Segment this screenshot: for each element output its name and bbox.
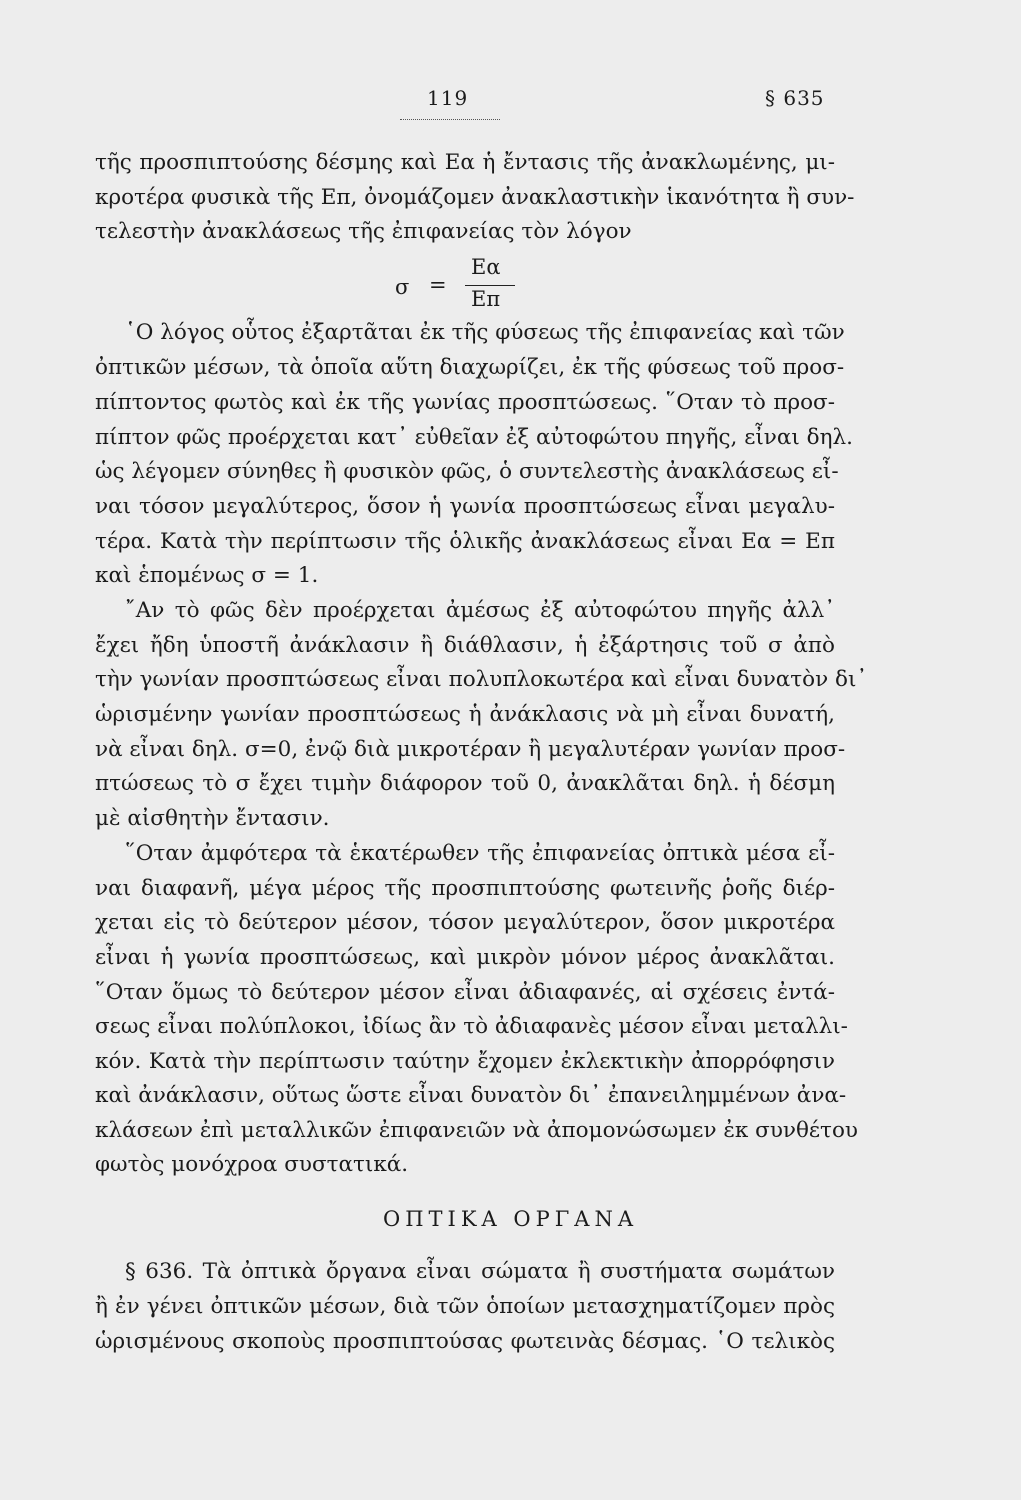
text-line: ῎Αν τὸ φῶς δὲν προέρχεται ἀμέσως ἐξ αὐτοφώτου πηγῆς ἀλλ᾽ [125,598,835,623]
text-line: ἔχει ἤδη ὑποστῆ ἀνάκλασιν ἢ διάθλασιν, ἡ ἐξάρτησις τοῦ σ ἀπὸ [95,633,835,658]
page-number-underline [400,119,500,120]
text-line: φωτὸς μονόχροα συστατικά. [95,1152,409,1177]
text-line: ἢ ἐν γένει ὀπτικῶν μέσων, διὰ τῶν ὁποίων μετασχηματίζομεν πρὸς [95,1294,835,1319]
text-line: ὡρισμένους σκοποὺς προσπιπτούσας φωτεινὰς δέσμας. ῾Ο τελικὸς [95,1329,835,1354]
formula-denominator: Eπ [471,287,501,311]
text-line: κόν. Κατὰ τὴν περίπτωσιν ταύτην ἔχομεν ἐκλεκτικὴν ἀπορρόφησιν [95,1049,835,1074]
text-line: μὲ αἰσθητὴν ἔντασιν. [95,806,330,831]
text-line: ὀπτικῶν μέσων, τὰ ὁποῖα αὕτη διαχωρίζει, ἐκ τῆς φύσεως τοῦ προσ- [95,355,845,380]
text-line: § 636. Τὰ ὀπτικὰ ὄργανα εἶναι σώματα ἢ συστήματα σωμάτων [125,1259,835,1284]
formula-lhs: σ [395,275,410,299]
text-line: τέρα. Κατὰ τὴν περίπτωσιν τῆς ὁλικῆς ἀνακλάσεως εἶναι Eα = Eπ [95,529,835,554]
text-line: καὶ ἀνάκλασιν, οὕτως ὥστε εἶναι δυνατὸν δι᾽ ἐπανειλημμένων ἀνα- [95,1083,847,1108]
text-line: τὴν γωνίαν προσπτώσεως εἶναι πολυπλοκωτέρα καὶ εἶναι δυνατὸν δι᾽ [95,667,868,692]
page-header [0,86,1021,126]
text-line: ῞Οταν ἀμφότερα τὰ ἑκατέρωθεν τῆς ἐπιφανείας ὀπτικὰ μέσα εἶ- [125,841,835,866]
text-line: καὶ ἑπομένως σ = 1. [95,563,319,588]
text-line: νὰ εἶναι δηλ. σ=0, ἐνῷ διὰ μικροτέραν ἢ μεγαλυτέραν γωνίαν προσ- [95,737,846,762]
text-line: ναι διαφανῆ, μέγα μέρος τῆς προσπιπτούσης φωτεινῆς ῥοῆς διέρ- [95,876,835,901]
text-line: κλάσεων ἐπὶ μεταλλικῶν ἐπιφανειῶν νὰ ἀπομονώσωμεν ἐκ συνθέτου [95,1118,858,1143]
text-line: ναι τόσον μεγαλύτερος, ὅσον ἡ γωνία προσπτώσεως εἶναι μεγαλυ- [95,494,835,519]
text-line: σεως εἶναι πολύπλοκοι, ἰδίως ἂν τὸ ἀδιαφανὲς μέσον εἶναι μεταλλι- [95,1014,848,1039]
text-line: πίπτοντος φωτὸς καὶ ἐκ τῆς γωνίας προσπτώσεως. ῞Οταν τὸ προσ- [95,390,835,415]
reflectance-formula [395,255,535,315]
page-number: 119 [427,86,469,110]
text-line: τελεστὴν ἀνακλάσεως τῆς ἐπιφανείας τὸν λόγον [95,219,632,244]
text-line: ῾Ο λόγος οὗτος ἐξαρτᾶται ἐκ τῆς φύσεως τῆς ἐπιφανείας καὶ τῶν [125,320,845,345]
fraction-bar [465,285,515,286]
text-line: τῆς προσπιπτούσης δέσμης καὶ Eα ἡ ἔντασις τῆς ἀνακλωμένης, μι- [95,150,835,175]
text-line: πίπτον φῶς προέρχεται κατ᾽ εὐθεῖαν ἐξ αὐτοφώτου πηγῆς, εἶναι δηλ. [95,425,853,450]
section-heading: ΟΠΤΙΚΑ ΟΡΓΑΝΑ [383,1207,638,1231]
text-line: χεται εἰς τὸ δεύτερον μέσον, τόσον μεγαλύτερον, ὅσον μικροτέρα [95,910,835,935]
text-line: κροτέρα φυσικὰ τῆς Eπ, ὀνομάζομεν ἀνακλαστικὴν ἱκανότητα ἢ συν- [95,185,855,210]
section-reference: § 635 [765,86,825,110]
text-line: ὡς λέγομεν σύνηθες ἢ φυσικὸν φῶς, ὁ συντελεστὴς ἀνακλάσεως εἶ- [95,459,839,484]
formula-numerator: Eα [471,255,501,279]
text-line: πτώσεως τὸ σ ἔχει τιμὴν διάφορον τοῦ 0, ἀνακλᾶται δηλ. ἡ δέσμη [95,771,835,796]
formula-equals: = [429,273,447,297]
text-line: ῞Οταν ὅμως τὸ δεύτερον μέσον εἶναι ἀδιαφανές, αἱ σχέσεις ἐντά- [95,980,835,1005]
text-line: εἶναι ἡ γωνία προσπτώσεως, καὶ μικρὸν μόνον μέρος ἀνακλᾶται. [95,945,835,970]
text-line: ὡρισμένην γωνίαν προσπτώσεως ἡ ἀνάκλασις νὰ μὴ εἶναι δυνατή, [95,702,835,727]
